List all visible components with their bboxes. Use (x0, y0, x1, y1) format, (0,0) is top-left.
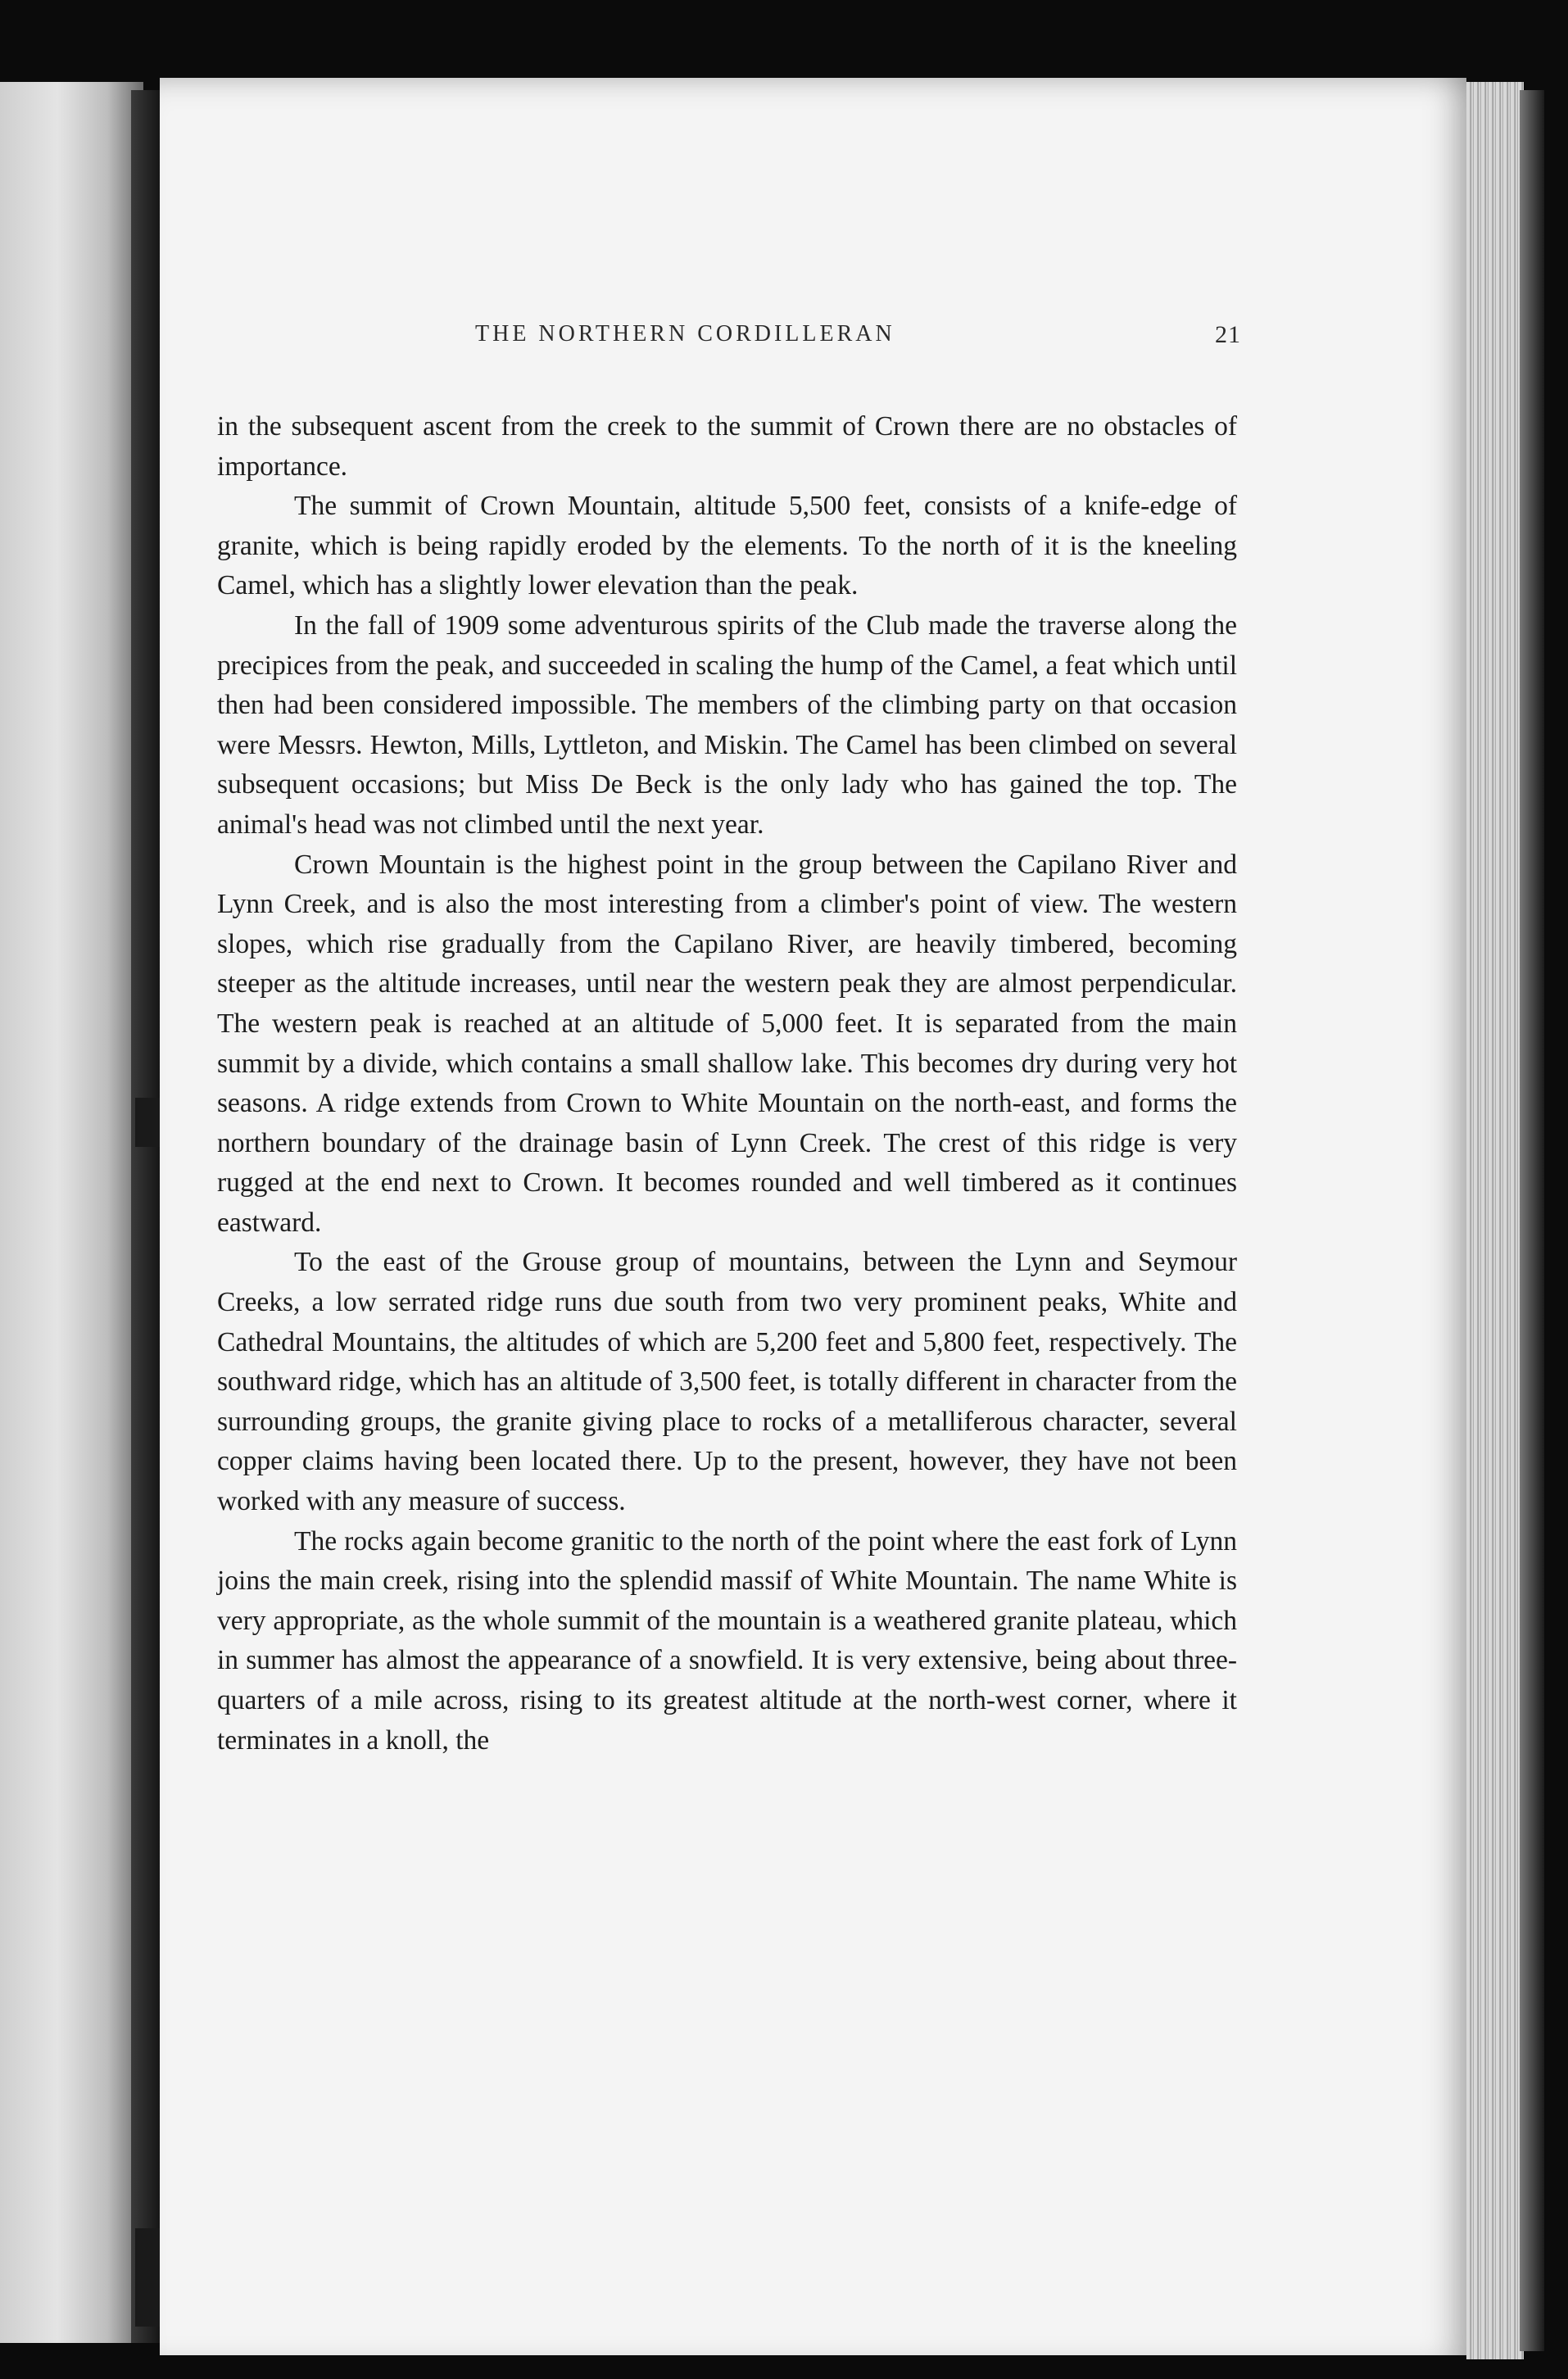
paragraph: The summit of Crown Mountain, altitude 5,500 feet, consists of a knife-edge of granite, which is being rapidly eroded by the elements. To the north of it is the kneeling Camel, which has a slightly lower elevation than the peak. (217, 491, 1237, 601)
running-head-title: THE NORTHERN CORDILLERAN (475, 321, 895, 347)
body-text (217, 407, 1237, 1760)
page-number: 21 (1215, 321, 1241, 348)
gutter-shadow (131, 90, 164, 2343)
paragraph: The rocks again become granitic to the north of the point where the east fork of Lynn joins the main creek, rising into the splendid massif of White Mountain. The name White is very appropriate, as the whole summit of the mountain is a weathered granite plateau, which in summer has almost the appearance of a snowfield. It is very extensive, being about three-quarters of a mile across, rising to its greatest altitude at the north-west corner, where it terminates in a knoll, the (217, 1525, 1237, 1756)
gutter-mark (135, 2228, 160, 2327)
paragraph: In the fall of 1909 some adventurous spirits of the Club made the traverse along the precipices from the peak, and succeeded in scaling the hump of the Camel, a feat which until then had been considered impossible. The members of the climbing party on that occasion were Messrs. Hewton, Mills, Lyttleton, and Miskin. The Camel has been climbed on several subsequent occasions; but Miss De Beck is the only lady who has gained the top. The animal's head was not climbed until the next year. (217, 609, 1237, 840)
gutter-mark (135, 1098, 160, 1147)
page-edge-shadow (1520, 90, 1544, 2351)
paragraph: To the east of the Grouse group of mountains, between the Lynn and Seymour Creeks, a low serrated ridge runs due south from two very prominent peaks, White and Cathedral Mountains, the altitudes of which are 5,200 feet and 5,800 feet, respectively. The southward ridge, which has an altitude of 3,500 feet, is totally different in character from the surrounding groups, the granite giving place to rocks of a metalliferous character, several copper claims having been located there. Up to the present, however, they have not been worked with any measure of success. (217, 1247, 1237, 1517)
facing-page-edge (0, 82, 143, 2343)
stacked-page-edges (1466, 82, 1524, 2359)
running-head (475, 321, 1278, 362)
paragraph: in the subsequent ascent from the creek to the summit of Crown there are no obstacles of importance. (217, 411, 1237, 482)
paragraph: Crown Mountain is the highest point in the group between the Capilano River and Lynn Creek, and is also the most interesting from a climber's point of view. The western slopes, which rise gradually from the Capilano River, are heavily timbered, becoming steeper as the altitude increases, until near the western peak they are almost perpendicular. The western peak is reached at an altitude of 5,000 feet. It is separated from the main summit by a divide, which contains a small shallow lake. This becomes dry during very hot seasons. A ridge extends from Crown to White Mountain on the north-east, and forms the northern boundary of the drainage basin of Lynn Creek. The crest of this ridge is very rugged at the end next to Crown. It becomes rounded and well timbered as it continues eastward. (217, 849, 1237, 1238)
